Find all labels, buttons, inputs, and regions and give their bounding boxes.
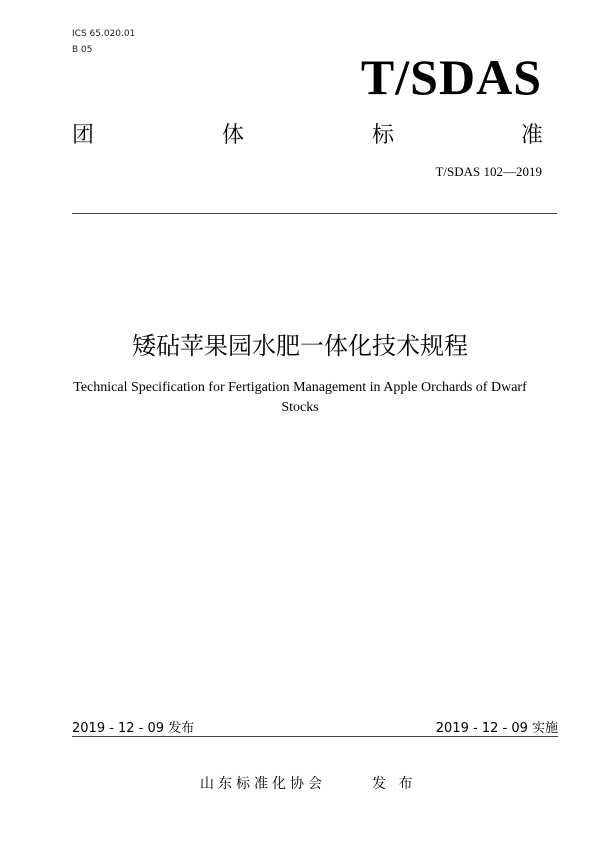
standard-code: T/SDAS 102—2019 bbox=[435, 164, 542, 179]
footer-divider bbox=[72, 736, 558, 737]
category-char: 体 bbox=[222, 123, 245, 148]
title-en-line1: Technical Specification for Fertigation Management in Apple Orchards of Dwarf bbox=[73, 380, 527, 395]
publish-action: 发 布 bbox=[372, 776, 417, 792]
publisher: 山东标准化协会 bbox=[200, 776, 326, 792]
issue-date: 2019 - 12 - 09 发布 bbox=[72, 721, 195, 736]
title-zh: 矮砧苹果园水肥一体化技术规程 bbox=[132, 332, 468, 360]
category-char: 标 bbox=[372, 123, 395, 148]
ics-code: ICS 65.020.01 bbox=[72, 29, 136, 39]
title-en-line2: Stocks bbox=[281, 400, 319, 415]
category-char: 团 bbox=[72, 123, 95, 148]
standard-logo: T/SDAS bbox=[360, 49, 542, 105]
implement-date: 2019 - 12 - 09 实施 bbox=[435, 721, 558, 736]
category-char: 准 bbox=[521, 123, 544, 148]
ccs-code: B 05 bbox=[72, 45, 93, 55]
header-divider bbox=[72, 213, 557, 214]
